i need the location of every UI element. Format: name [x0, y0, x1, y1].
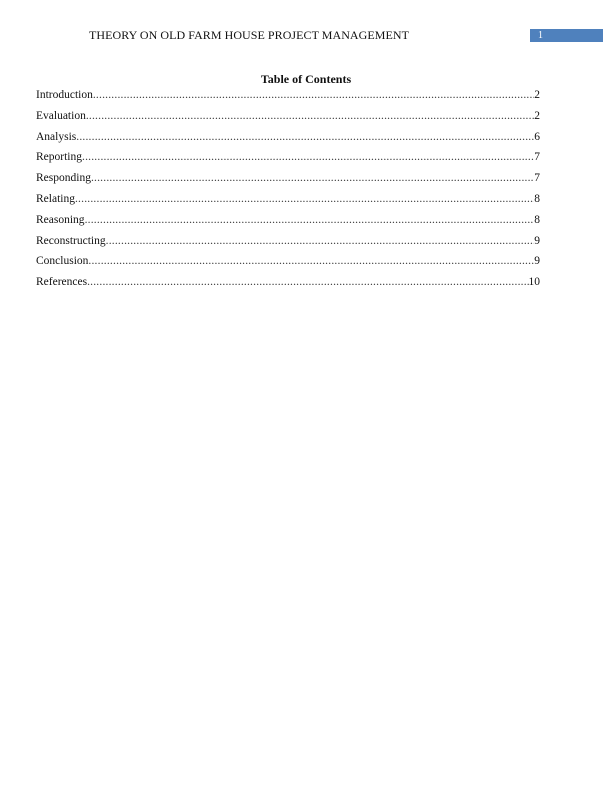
dot-leader	[93, 88, 534, 102]
toc-entry-page: 2	[534, 89, 540, 101]
toc-entry-label: Responding	[36, 172, 91, 185]
running-head: THEORY ON OLD FARM HOUSE PROJECT MANAGEMENT	[89, 28, 409, 42]
dot-leader	[75, 192, 534, 206]
toc-entry-page: 2	[534, 109, 540, 122]
toc-entry-label: Reconstructing	[36, 234, 106, 247]
toc-entry-label: Evaluation	[36, 109, 86, 122]
toc-entry-page: 9	[534, 255, 540, 268]
toc-entry-label: Conclusion	[36, 255, 89, 268]
toc-entry-reasoning[interactable]	[36, 213, 540, 234]
toc-entry-reconstructing[interactable]	[36, 234, 540, 255]
toc-entry-evaluation[interactable]	[36, 109, 540, 130]
toc-entry-relating[interactable]	[36, 192, 540, 213]
toc-entry-label: Analysis	[36, 130, 77, 143]
toc-entry-responding[interactable]	[36, 171, 540, 192]
toc-entry-label: Relating	[36, 192, 75, 205]
toc-entry-label: Reasoning	[36, 213, 85, 226]
toc-entry-label: Reporting	[36, 151, 82, 164]
dot-leader	[91, 171, 534, 185]
toc-entry-references[interactable]	[36, 275, 540, 296]
dot-leader	[87, 275, 528, 289]
toc-entry-page: 8	[534, 213, 540, 226]
toc-entry-conclusion[interactable]	[36, 254, 540, 275]
toc-title: Table of Contents	[260, 72, 352, 86]
dot-leader	[82, 150, 534, 164]
toc-entry-page: 9	[534, 234, 540, 247]
dot-leader	[85, 213, 535, 227]
toc-entry-reporting[interactable]	[36, 150, 540, 171]
toc-entry-label: References	[36, 276, 88, 289]
toc-entry-page: 7	[534, 172, 540, 185]
dot-leader	[86, 109, 534, 123]
page-number: 1	[538, 30, 543, 41]
table-of-contents	[36, 88, 540, 296]
toc-entry-page: 6	[534, 130, 540, 143]
toc-entry-page: 8	[534, 192, 540, 205]
toc-entry-analysis[interactable]	[36, 130, 540, 151]
toc-entry-page: 10	[528, 276, 540, 289]
dot-leader	[76, 130, 534, 144]
toc-entry-introduction[interactable]	[36, 88, 540, 109]
dot-leader	[106, 234, 535, 248]
toc-entry-page: 7	[534, 151, 540, 164]
page-number-badge	[530, 29, 603, 42]
toc-entry-label: Introduction	[36, 89, 93, 101]
dot-leader	[88, 254, 534, 268]
